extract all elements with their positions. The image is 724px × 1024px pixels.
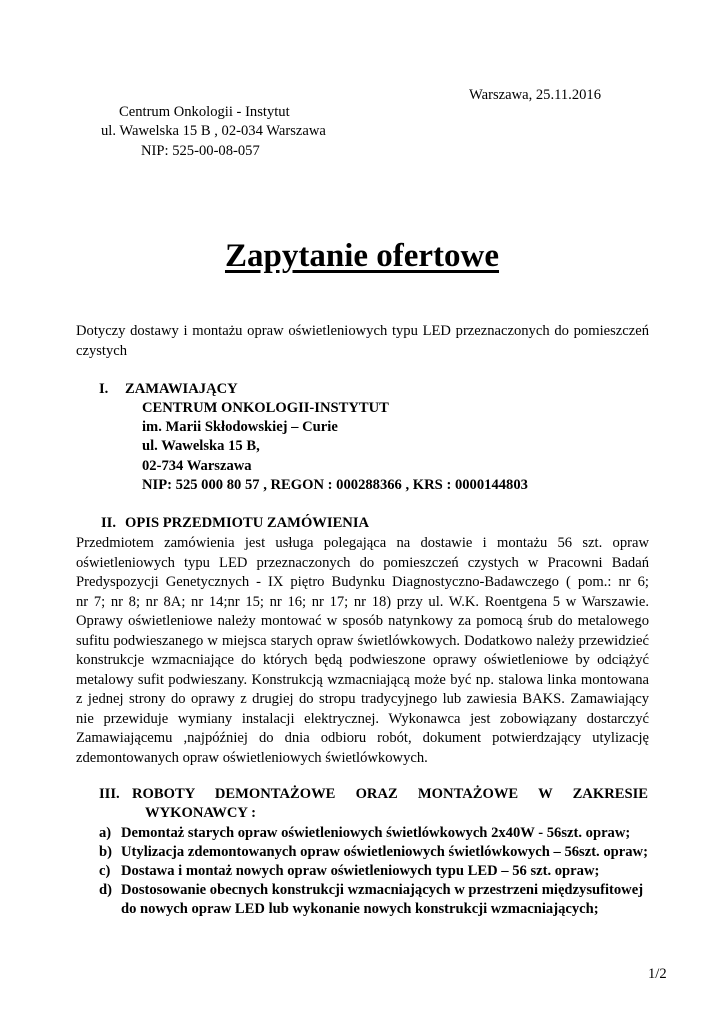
intro-paragraph xyxy=(76,322,649,361)
section2-number: II. xyxy=(101,515,117,531)
section1-number: I. xyxy=(99,381,109,397)
section2-line: Zamawiającemu ,najpóźniej do dnia odbioru robót, dokument potwierdzający utylizację xyxy=(76,730,649,746)
date-place: Warszawa, 25.11.2016 xyxy=(469,87,602,103)
section2-line: nie przewiduje wymiany instalacji elektrycznej. Wykonawca jest zobowiązany dostarczyć xyxy=(76,710,649,727)
page-number: 1/2 xyxy=(648,966,667,982)
section3-heading: ROBOTY DEMONTAŻOWE ORAZ MONTAŻOWE W ZAKRESIE xyxy=(132,786,648,802)
list-item-label: a) xyxy=(99,825,112,841)
section2-line: Oprawy oświetleniowe należy montować w sposób natynkowy za pomocą śrub do metalowego xyxy=(76,613,649,629)
section2-paragraph xyxy=(76,534,649,768)
section2-line: konstrukcje wzmacniające do których będą podwieszone oprawy oświetleniowe by odciążyć xyxy=(76,652,649,668)
section1-heading: ZAMAWIAJĄCY xyxy=(125,381,238,397)
section1-line: ul. Wawelska 15 B, xyxy=(142,438,260,454)
intro-line: Dotyczy dostawy i montażu opraw oświetleniowych typu LED przeznaczonych do pomieszczeń xyxy=(76,323,649,339)
section2-line: nr 7; nr 8; nr 8A; nr 14;nr 15; nr 16; nr 17; nr 18) przy ul. W.K. Roentgena 5 w Warszawie. xyxy=(76,593,649,610)
sender-address: ul. Wawelska 15 B , 02-034 Warszawa xyxy=(101,123,326,139)
section3-heading-cont: WYKONAWCY : xyxy=(145,805,256,821)
list-item-label: b) xyxy=(99,844,112,860)
intro-line: czystych xyxy=(76,342,128,359)
list-item-text: Demontaż starych opraw oświetleniowych świetlówkowych 2x40W - 56szt. opraw; xyxy=(121,825,631,841)
list-item-label: d) xyxy=(99,882,112,898)
section2-line: zdemontowanych opraw oświetleniowych świetlówkowych. xyxy=(76,749,428,766)
list-item-text: Dostawa i montaż nowych opraw oświetleniowych typu LED – 56 szt. opraw; xyxy=(121,863,600,879)
section2-line: sufitu podwieszanego w miejsca starych opraw świetlówkowych. Dodatkowo należy przewidzieć xyxy=(76,632,649,649)
list-item-label: c) xyxy=(99,863,111,879)
section2-heading: OPIS PRZEDMIOTU ZAMÓWIENIA xyxy=(125,515,370,531)
document-title: Zapytanie ofertowe xyxy=(224,238,500,274)
section2-line: oświetleniowych typu LED przeznaczonych do pomieszczeń czystych w Pracowni Badań xyxy=(76,554,649,571)
list-item-text: do nowych opraw LED lub wykonanie nowych konstrukcji wzmacniających; xyxy=(121,901,599,917)
sender-name: Centrum Onkologii - Instytut xyxy=(119,104,290,120)
section1-line: im. Marii Skłodowskiej – Curie xyxy=(142,419,338,435)
section2-line: Przedmiotem zamówienia jest usługa polegająca na dostawie i montażu 56 szt. opraw xyxy=(76,535,649,551)
section1-line: 02-734 Warszawa xyxy=(142,458,252,474)
section2-line: Predyspozycji Genetycznych - IX piętro Budynku Diagnostyczno-Badawczego ( pom.: nr 6; xyxy=(76,574,649,590)
section3-number: III. xyxy=(99,786,120,802)
section2-line: metalowy sufit podwieszany. Konstrukcją wzmacniającą może być np. stalowa linka montowana xyxy=(76,671,649,688)
section1-line: CENTRUM ONKOLOGII-INSTYTUT xyxy=(142,400,389,416)
sender-nip: NIP: 525-00-08-057 xyxy=(141,143,260,159)
list-item-text: Dostosowanie obecnych konstrukcji wzmacniających w przestrzeni międzysufitowej xyxy=(121,882,644,898)
section1-line: NIP: 525 000 80 57 , REGON : 000288366 , KRS : 0000144803 xyxy=(142,477,528,493)
section2-line: z jednej strony do oprawy z drugiej do stropu tradycyjnego lub zawiesia BAKS. Zamawiający xyxy=(76,691,649,707)
list-item-text: Utylizacja zdemontowanych opraw oświetleniowych świetlówkowych – 56szt. opraw; xyxy=(121,844,648,860)
